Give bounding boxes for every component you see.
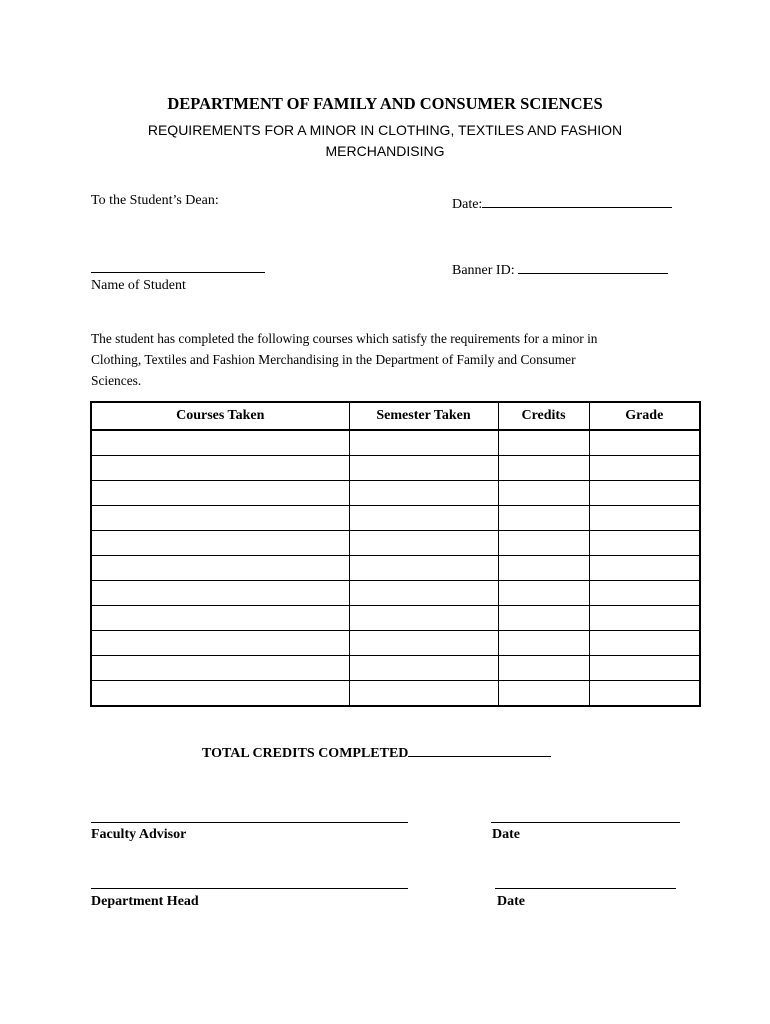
department-head-label: Department Head: [91, 894, 199, 909]
advisor-date-label: Date: [492, 827, 520, 842]
date-input-line[interactable]: [482, 193, 672, 208]
department-head-signature-line[interactable]: [91, 888, 408, 889]
subtitle-line-1: REQUIREMENTS FOR A MINOR IN CLOTHING, TEXTILES AND FASHION: [147, 122, 623, 138]
semester-cell[interactable]: [349, 506, 498, 531]
semester-cell[interactable]: [349, 556, 498, 581]
credits-cell[interactable]: [498, 631, 589, 656]
head-date-label: Date: [497, 894, 525, 909]
semester-cell[interactable]: [349, 681, 498, 707]
course-cell[interactable]: [91, 606, 349, 631]
semester-cell[interactable]: [349, 631, 498, 656]
faculty-advisor-label: Faculty Advisor: [91, 827, 187, 842]
student-name-label: Name of Student: [91, 278, 186, 293]
credits-cell[interactable]: [498, 656, 589, 681]
banner-id-input-line[interactable]: [518, 259, 668, 274]
grade-cell[interactable]: [589, 531, 700, 556]
credits-cell[interactable]: [498, 506, 589, 531]
course-cell[interactable]: [91, 656, 349, 681]
faculty-advisor-signature-line[interactable]: [91, 822, 408, 823]
credits-cell[interactable]: [498, 681, 589, 707]
table-row: [91, 556, 700, 581]
credits-cell[interactable]: [498, 456, 589, 481]
table-row: [91, 430, 700, 456]
grade-cell[interactable]: [589, 556, 700, 581]
grade-cell[interactable]: [589, 430, 700, 456]
banner-id-field: [452, 259, 668, 279]
table-row: [91, 681, 700, 707]
grade-cell[interactable]: [589, 481, 700, 506]
banner-id-label: Banner ID:: [452, 263, 515, 278]
head-date-line[interactable]: [495, 888, 676, 889]
grade-cell[interactable]: [589, 581, 700, 606]
header-semester-taken: Semester Taken: [349, 402, 498, 430]
credits-cell[interactable]: [498, 481, 589, 506]
paragraph-line-1: The student has completed the following courses which satisfy the requirements for a minor in: [91, 331, 598, 346]
semester-cell[interactable]: [349, 606, 498, 631]
page-title: DEPARTMENT OF FAMILY AND CONSUMER SCIENCES: [167, 94, 603, 113]
course-cell[interactable]: [91, 681, 349, 707]
requirements-paragraph: [91, 328, 681, 391]
course-cell[interactable]: [91, 631, 349, 656]
paragraph-line-3: Sciences.: [91, 373, 142, 388]
courses-table: [90, 401, 701, 707]
grade-cell[interactable]: [589, 631, 700, 656]
course-cell[interactable]: [91, 581, 349, 606]
course-cell[interactable]: [91, 556, 349, 581]
page-subtitle: [0, 120, 770, 162]
date-label: Date:: [452, 197, 483, 212]
credits-cell[interactable]: [498, 606, 589, 631]
semester-cell[interactable]: [349, 531, 498, 556]
credits-cell[interactable]: [498, 581, 589, 606]
date-field: [452, 193, 672, 213]
total-credits-label: TOTAL CREDITS COMPLETED: [202, 746, 409, 761]
paragraph-line-2: Clothing, Textiles and Fashion Merchandising in the Department of Family and Consumer: [91, 352, 576, 367]
student-name-input-line[interactable]: [91, 272, 265, 273]
table-row: [91, 456, 700, 481]
course-rows: [91, 430, 700, 706]
table-row: [91, 581, 700, 606]
table-row: [91, 531, 700, 556]
header-credits: Credits: [498, 402, 589, 430]
subtitle-line-2: MERCHANDISING: [325, 143, 445, 159]
total-credits-field: [202, 742, 551, 762]
credits-cell[interactable]: [498, 556, 589, 581]
grade-cell[interactable]: [589, 656, 700, 681]
dean-label: To the Student’s Dean:: [91, 193, 219, 208]
course-cell[interactable]: [91, 506, 349, 531]
credits-cell[interactable]: [498, 430, 589, 456]
grade-cell[interactable]: [589, 456, 700, 481]
course-cell[interactable]: [91, 481, 349, 506]
credits-cell[interactable]: [498, 531, 589, 556]
table-row: [91, 631, 700, 656]
table-header-row: [91, 402, 700, 430]
table-row: [91, 656, 700, 681]
grade-cell[interactable]: [589, 606, 700, 631]
semester-cell[interactable]: [349, 430, 498, 456]
course-cell[interactable]: [91, 430, 349, 456]
header-courses-taken: Courses Taken: [91, 402, 349, 430]
table-row: [91, 506, 700, 531]
course-cell[interactable]: [91, 531, 349, 556]
course-cell[interactable]: [91, 456, 349, 481]
semester-cell[interactable]: [349, 656, 498, 681]
grade-cell[interactable]: [589, 506, 700, 531]
total-credits-input-line[interactable]: [408, 742, 551, 757]
header-grade: Grade: [589, 402, 700, 430]
grade-cell[interactable]: [589, 681, 700, 707]
semester-cell[interactable]: [349, 456, 498, 481]
semester-cell[interactable]: [349, 581, 498, 606]
table-row: [91, 481, 700, 506]
table-row: [91, 606, 700, 631]
semester-cell[interactable]: [349, 481, 498, 506]
advisor-date-line[interactable]: [491, 822, 680, 823]
